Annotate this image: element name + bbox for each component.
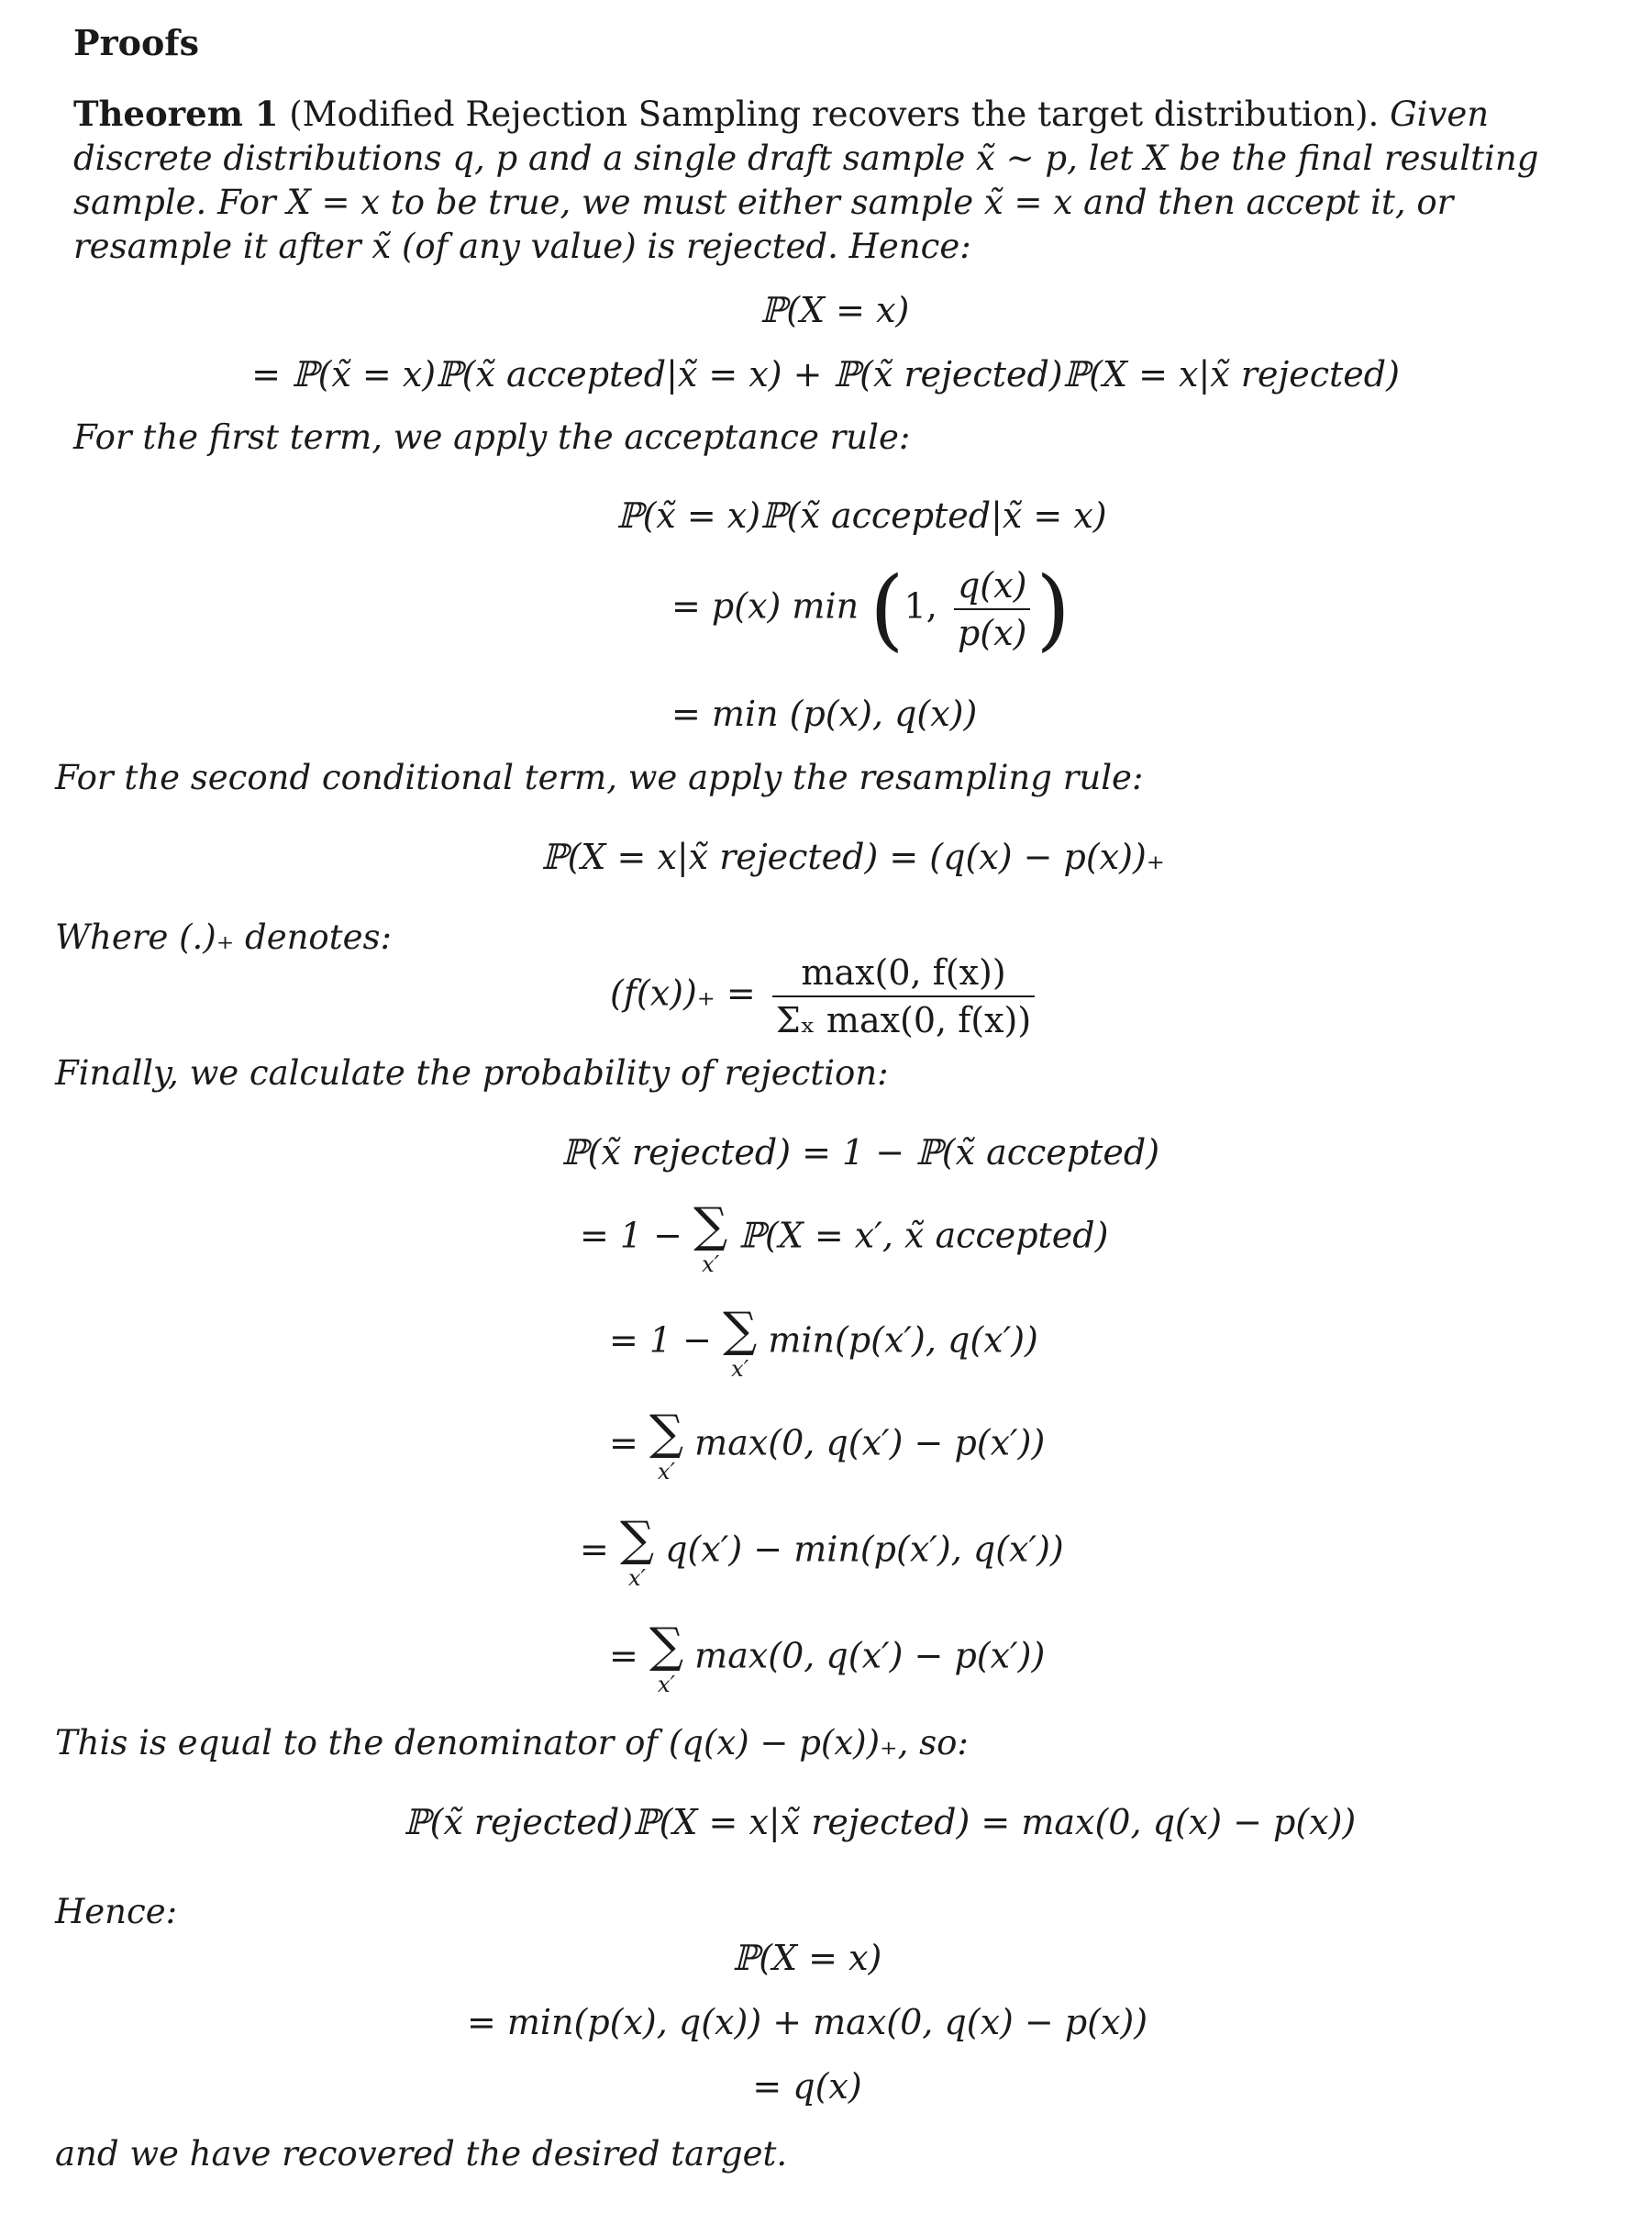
equation-rejection-def: ℙ(x̃ rejected) = 1 − ℙ(x̃ accepted) — [561, 1132, 1160, 1173]
equation-prefix: = — [580, 1529, 609, 1570]
left-paren: ( — [870, 558, 904, 661]
equation-prefix: = 1 − — [580, 1215, 683, 1256]
fraction-denominator: Σₓ max(0, f(x)) — [775, 1000, 1032, 1040]
section-heading: Proofs — [73, 22, 200, 63]
equation-prefix: = — [609, 1635, 638, 1676]
paragraph-first-term: For the first term, we apply the acceptance rule: — [73, 417, 911, 457]
paragraph-denominator: This is equal to the denominator of (q(x) − p(x))₊, so: — [55, 1723, 969, 1762]
equation-prefix: = — [609, 1422, 638, 1463]
equation-acceptance-one: 1, — [904, 585, 937, 627]
equation-final-prob: ℙ(X = x) — [732, 1938, 882, 1978]
equation-final-sum: = min(p(x), q(x)) + max(0, q(x) − p(x)) — [466, 2002, 1148, 2042]
summation-symbol: ∑ x′ — [693, 1198, 728, 1277]
fraction-denominator: p(x) — [957, 613, 1027, 653]
equation-resampling-rule: ℙ(X = x|x̃ rejected) = (q(x) − p(x))₊ — [541, 837, 1165, 877]
equation-rejection-sum-min — [609, 1303, 1038, 1382]
equation-acceptance-prefix: = p(x) min — [671, 585, 859, 627]
equation-plus-definition — [610, 952, 1040, 1040]
right-paren: ) — [1036, 558, 1070, 661]
fraction-numerator: q(x) — [954, 565, 1030, 610]
paragraph-rejection-prob: Finally, we calculate the probability of rejection: — [55, 1053, 889, 1093]
equation-rejection-sum-diff — [580, 1512, 1064, 1591]
equation-joint-rejection: ℙ(x̃ rejected)ℙ(X = x|x̃ rejected) = max(0, q(x) − p(x)) — [404, 1802, 1357, 1842]
fraction-numerator: max(0, f(x)) — [772, 952, 1035, 997]
equation-suffix: q(x′) − min(p(x′), q(x′)) — [665, 1529, 1064, 1570]
paragraph-second-term: For the second conditional term, we apply the resampling rule: — [55, 758, 1144, 797]
equation-final-result: = q(x) — [752, 2066, 862, 2107]
theorem-statement — [73, 92, 1587, 269]
equation-plus-lhs: (f(x))₊ = — [610, 973, 756, 1014]
theorem-title: (Modified Rejection Sampling recovers the target distribution). — [289, 95, 1380, 134]
equation-prob-x: ℙ(X = x) — [759, 290, 910, 330]
equation-acceptance-rule — [671, 558, 1070, 661]
equation-suffix: max(0, q(x′) − p(x′)) — [694, 1635, 1046, 1676]
summation-symbol: ∑ x′ — [619, 1512, 655, 1591]
summation-symbol: ∑ x′ — [723, 1303, 758, 1382]
paragraph-conclusion: and we have recovered the desired target. — [55, 2134, 788, 2174]
equation-rejection-sum-max — [609, 1406, 1046, 1484]
summation-symbol: ∑ x′ — [649, 1618, 684, 1697]
fraction-q-over-p — [954, 565, 1030, 653]
equation-suffix: ℙ(X = x′, x̃ accepted) — [738, 1215, 1109, 1256]
equation-first-term: ℙ(x̃ = x)ℙ(x̃ accepted|x̃ = x) — [616, 495, 1107, 536]
equation-decomposition: = ℙ(x̃ = x)ℙ(x̃ accepted|x̃ = x) + ℙ(x̃ rejected)ℙ(X = x|x̃ rejected) — [251, 354, 1400, 395]
equation-rejection-sum-joint — [580, 1198, 1109, 1277]
paragraph-hence: Hence: — [55, 1892, 178, 1931]
equation-suffix: min(p(x′), q(x′)) — [768, 1319, 1038, 1361]
theorem-label: Theorem 1 — [73, 94, 279, 134]
fraction-normalized-max — [772, 952, 1035, 1040]
equation-prefix: = 1 − — [609, 1319, 713, 1361]
summation-symbol: ∑ x′ — [649, 1406, 684, 1484]
paragraph-where-plus: Where (.)₊ denotes: — [55, 917, 392, 957]
equation-rejection-sum-final — [609, 1618, 1046, 1697]
equation-min-result: = min (p(x), q(x)) — [671, 694, 978, 734]
theorem-body: Given discrete distributions q, p and a single draft sample x̃ ~ p, let X be the final resulting sample. For X = x to be true, we must either sample x̃ = x and then accept it, or resample it after x̃ (of any value) is rejected. Hence: — [73, 95, 1539, 266]
equation-suffix: max(0, q(x′) − p(x′)) — [694, 1422, 1046, 1463]
